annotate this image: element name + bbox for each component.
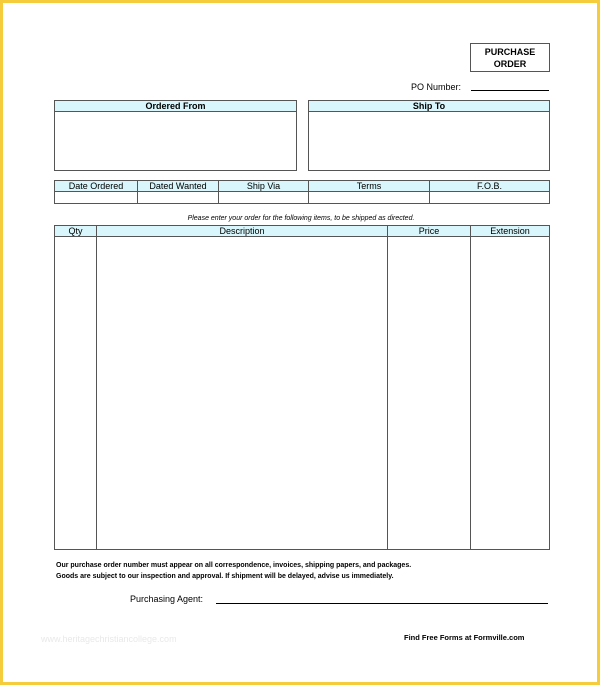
ship-to-box (308, 100, 550, 171)
price-column (388, 226, 471, 549)
price-header: Price (388, 226, 470, 237)
date-ordered-field[interactable] (55, 192, 137, 203)
price-field[interactable] (388, 237, 470, 547)
terms-field[interactable] (309, 192, 429, 203)
form-title-line2: ORDER (493, 59, 527, 69)
fob-header: F.O.B. (430, 181, 549, 192)
form-title-line1: PURCHASE (484, 47, 536, 57)
formville-link[interactable]: Find Free Forms at Formville.com (404, 633, 525, 642)
order-info-table (54, 180, 550, 204)
fob-field[interactable] (430, 192, 549, 203)
ship-to-field[interactable] (309, 112, 549, 170)
po-number-label: PO Number: (411, 82, 462, 92)
qty-header: Qty (55, 226, 96, 237)
purchasing-agent-label: Purchasing Agent: (130, 594, 204, 604)
terms-header: Terms (309, 181, 429, 192)
ordered-from-header: Ordered From (55, 101, 296, 112)
form-title (470, 43, 550, 72)
date-ordered-header: Date Ordered (55, 181, 137, 192)
purchasing-agent-field[interactable] (216, 603, 548, 604)
purchase-order-form (3, 3, 597, 682)
description-field[interactable] (97, 237, 387, 547)
extension-column (471, 226, 549, 549)
ordered-from-box (54, 100, 297, 171)
items-table (54, 225, 550, 550)
extension-field[interactable] (471, 237, 549, 547)
ship-via-field[interactable] (219, 192, 308, 203)
dated-wanted-column (138, 181, 219, 203)
ship-via-column (219, 181, 309, 203)
ship-via-header: Ship Via (219, 181, 308, 192)
dated-wanted-header: Dated Wanted (138, 181, 218, 192)
date-ordered-column (55, 181, 138, 203)
terms-column (309, 181, 430, 203)
fob-column (430, 181, 549, 203)
footer-note-2: Goods are subject to our inspection and approval. If shipment will be delayed, advise us immediately. (56, 573, 394, 580)
dated-wanted-field[interactable] (138, 192, 218, 203)
ship-to-header: Ship To (309, 101, 549, 112)
po-number-field[interactable] (471, 90, 549, 91)
footer-note-1: Our purchase order number must appear on all correspondence, invoices, shipping papers, and packages. (56, 562, 412, 569)
order-instruction: Please enter your order for the following items, to be shipped as directed. (187, 215, 415, 222)
qty-column (55, 226, 97, 549)
watermark-text: www.heritagechristiancollege.com (41, 634, 177, 644)
ordered-from-field[interactable] (55, 112, 296, 170)
qty-field[interactable] (55, 237, 96, 547)
description-header: Description (97, 226, 387, 237)
description-column (97, 226, 388, 549)
extension-header: Extension (471, 226, 549, 237)
